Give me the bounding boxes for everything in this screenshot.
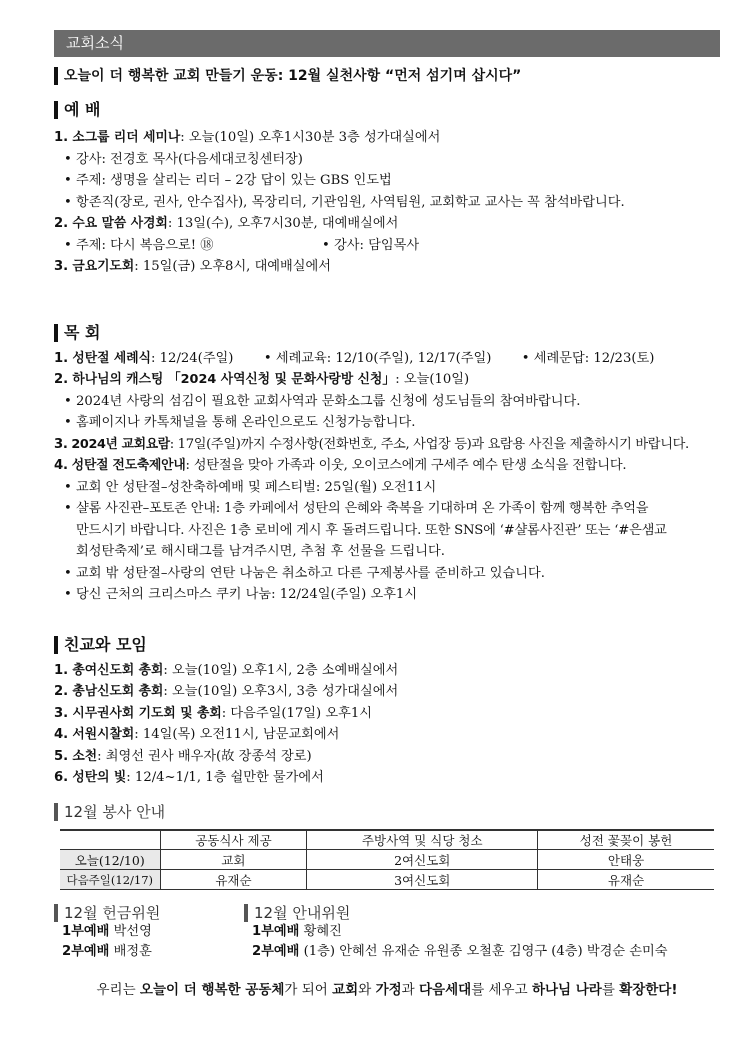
item-heading: 시무권사회 기도회 및 총회 xyxy=(72,705,222,721)
fellowship-title: 친교와 모임 xyxy=(54,636,720,654)
item-heading: 성탄의 빛 xyxy=(72,770,127,785)
list-item: 1부예배 박선영 xyxy=(62,924,152,939)
committee-section xyxy=(54,904,720,962)
list-item: • 교회 밖 성탄절–사랑의 연탄 나눔은 취소하고 다른 구제봉사를 준비하고 있습니다. xyxy=(54,563,720,585)
table-cell: 유재순 xyxy=(538,870,714,890)
table-cell: 교회 xyxy=(160,850,307,870)
list-item: • 2024년 사랑의 섬김이 필요한 교회사역과 문화소그룹 신청에 성도님들의 참여바랍니다. xyxy=(54,391,720,413)
item-heading: 성탄절 세례식 xyxy=(72,350,152,366)
list-item: 1부예배 황혜진 xyxy=(252,924,342,939)
list-item: 2부예배 (1층) 안혜선 유재순 유원종 오철훈 김영구 (4층) 박경순 손미숙 xyxy=(252,944,668,959)
table-header-row xyxy=(60,830,714,850)
table-header-cell: 성전 꽃꽂이 봉헌 xyxy=(538,830,714,850)
bulletin-page xyxy=(54,30,720,998)
table-row-label: 오늘(12/10) xyxy=(60,850,160,870)
fellowship-item-3: 3. 시무권사회 기도회 및 총회: 다음주일(17일) 오후1시 xyxy=(54,705,372,721)
pastoral-item-2: 2. 하나님의 캐스팅 「2024 사역신청 및 문화사랑방 신청」: 오늘(10일) xyxy=(54,372,470,387)
section-header-bar xyxy=(54,30,720,57)
pastoral-title: 목 회 xyxy=(54,324,720,342)
fellowship-item-4: 4. 서원시찰회: 14일(목) 오전11시, 남문교회에서 xyxy=(54,727,340,742)
list-item: • 샬롬 사진관–포토존 안내: 1층 카페에서 성탄의 은혜와 축복을 기대하며 온 가족이 함께 행복한 추억을 xyxy=(54,498,720,520)
list-item: 2부예배 배정훈 xyxy=(62,944,152,959)
list-item: • 주제: 생명을 살리는 리더 – 2강 답이 있는 GBS 인도법 xyxy=(54,170,720,192)
item-heading: 소천 xyxy=(72,748,98,764)
worship-item-2: 2. 수요 말씀 사경회: 13일(수), 오후7시30분, 대예배실에서 xyxy=(54,216,399,231)
pastoral-item-4: 4. 성탄절 전도축제안내: 성탄절을 맞아 가족과 이웃, 오이코스에게 구세주 예수 탄생 소식을 전합니다. xyxy=(54,458,627,473)
item-heading: 성탄절 전도축제안내 xyxy=(71,458,186,473)
list-item: • 강사: 전경호 목사(다음세대코칭센터장) xyxy=(54,149,720,171)
offering-committee xyxy=(54,904,244,962)
fellowship-item-6: 6. 성탄의 빛: 12/4~1/1, 1층 쉴만한 물가에서 xyxy=(54,770,324,785)
table-cell: 3여신도회 xyxy=(307,870,538,890)
item-heading: 하나님의 캐스팅 「2024 사역신청 및 문화사랑방 신청」 xyxy=(72,372,396,387)
list-item: • 강사: 담임목사 xyxy=(312,235,419,257)
item-heading: 금요기도회 xyxy=(72,259,135,274)
worship-item-3: 3. 금요기도회: 15일(금) 오후8시, 대예배실에서 xyxy=(54,259,332,274)
table-cell: 2여신도회 xyxy=(307,850,538,870)
list-item-continued: 만드시기 바랍니다. 사진은 1층 로비에 게시 후 돌려드립니다. 또한 SNS에 ‘#샬롬사진관’ 또는 ‘#은샘교 xyxy=(76,522,667,538)
list-item: • 주제: 다시 복음으로! ⑱ xyxy=(54,235,312,257)
item-heading: 서원시찰회 xyxy=(72,727,135,742)
inline-note: • 세례교육: 12/10(주일), 12/17(주일) xyxy=(263,350,492,366)
list-item: • 교회 안 성탄절–성찬축하예배 및 페스티벌: 25일(월) 오전11시 xyxy=(54,477,720,499)
table-cell: 유재순 xyxy=(160,870,307,890)
list-item: • 홈페이지나 카톡채널을 통해 온라인으로도 신청가능합니다. xyxy=(54,412,720,434)
fellowship-item-5: 5. 소천: 최영선 권사 배우자(故 장종석 장로) xyxy=(54,748,312,764)
table-header-cell xyxy=(60,830,160,850)
table-cell: 안태웅 xyxy=(538,850,714,870)
worship-item-1: 1. 소그룹 리더 세미나: 오늘(10일) 오후1시30분 3층 성가대실에서 xyxy=(54,130,441,145)
list-item-continued: 회성탄축제’로 해시태그를 남겨주시면, 추첨 후 선물을 드립니다. xyxy=(76,544,445,559)
service-table xyxy=(60,829,714,891)
inline-note: • 세례문답: 12/23(토) xyxy=(521,350,655,366)
table-row xyxy=(60,850,714,870)
footer-motto: 우리는 오늘이 더 행복한 공동체가 되어 교회와 가정과 다음세대를 세우고 하나님 나라를 확장한다! xyxy=(96,982,678,998)
table-header-cell: 공동식사 제공 xyxy=(160,830,307,850)
fellowship-item-1: 1. 총여신도회 총회: 오늘(10일) 오후1시, 2층 소예배실에서 xyxy=(54,662,399,678)
list-item: • 항존직(장로, 권사, 안수집사), 목장리더, 기관임원, 사역팀원, 교회학교 교사는 꼭 참석바랍니다. xyxy=(54,192,720,214)
item-heading: 수요 말씀 사경회 xyxy=(72,216,168,231)
table-row xyxy=(60,870,714,890)
item-heading: 2024년 교회요람 xyxy=(71,436,170,452)
item-heading: 총여신도회 총회 xyxy=(72,662,164,678)
usher-title: 12월 안내위원 xyxy=(244,904,720,922)
usher-committee xyxy=(244,904,720,962)
table-header-cell: 주방사역 및 식당 청소 xyxy=(307,830,538,850)
item-heading: 총남신도회 총회 xyxy=(72,684,164,699)
slogan-line: 오늘이 더 행복한 교회 만들기 운동: 12월 실천사항 “먼저 섬기며 삽시다” xyxy=(54,67,720,85)
pastoral-item-3: 3. 2024년 교회요람: 17일(주일)까지 수정사항(전화번호, 주소, 사업장 등)과 요람용 사진을 제출하시기 바랍니다. xyxy=(54,436,689,452)
list-item: • 당신 근처의 크리스마스 쿠키 나눔: 12/24일(주일) 오후1시 xyxy=(54,584,720,606)
service-title: 12월 봉사 안내 xyxy=(54,803,720,821)
pastoral-item-1: 1. 성탄절 세례식: 12/24(주일) • 세례교육: 12/10(주일), 12/17(주일) • 세례문답: 12/23(토) xyxy=(54,350,655,366)
table-row-label: 다음주일(12/17) xyxy=(60,870,160,890)
worship-title: 예 배 xyxy=(54,101,720,119)
worship-item-2-details xyxy=(54,235,720,257)
header-title: 교회소식 xyxy=(66,34,124,52)
offering-title: 12월 헌금위원 xyxy=(54,904,244,922)
fellowship-item-2: 2. 총남신도회 총회: 오늘(10일) 오후3시, 3층 성가대실에서 xyxy=(54,684,399,699)
item-heading: 소그룹 리더 세미나 xyxy=(72,130,181,145)
